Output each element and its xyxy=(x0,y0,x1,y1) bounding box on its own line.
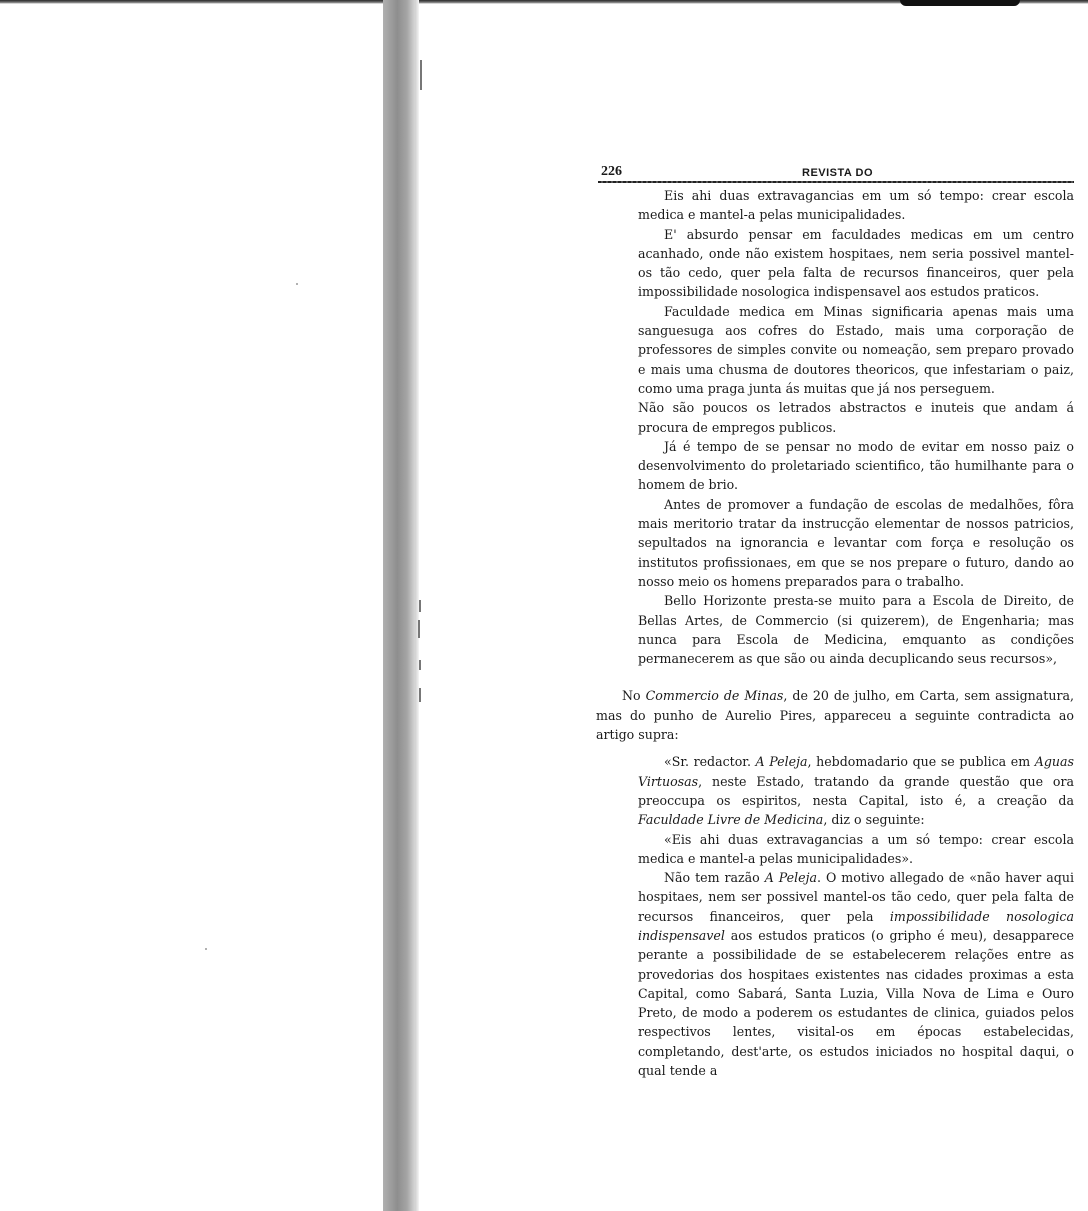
header-rule xyxy=(598,181,1074,183)
letter-paragraph xyxy=(638,752,1074,829)
letter-text: «Sr. redactor. xyxy=(664,754,756,770)
letter-text: aos estudos praticos (o gripho é meu), desapparece perante a possibilidade de se estabelecerem relações entre as provedorias dos hospitaes existentes nas cidades proximas a esta Capital, como Sabará, Santa Luzia, Villa Nova de Lima e Ouro Preto, de modo a poderem os estudantes de clinica, guiados pelos respectivos lentes, visital-os em épocas estabelecidas, completando, dest'arte, os estudos iniciados no hospital daqui, o qual tende a xyxy=(638,927,1074,1079)
quote-paragraph: E' absurdo pensar em faculdades medicas em um centro acanhado, onde não existem hospitaes, nem seria possivel mantel-os tão cedo, quer pela falta de recursos financeiros, quer pela impossibilidade nosologica indispensavel aos estudos praticos. xyxy=(638,226,1074,300)
letter-text: , diz o seguinte: xyxy=(823,812,925,828)
gutter-mark xyxy=(419,600,421,612)
letter-paragraph: «Eis ahi duas extravagancias a um só tempo: crear escola medica e mantel-a pelas municipalidades». xyxy=(638,831,1074,866)
letter-paragraph xyxy=(638,868,1074,1080)
quoted-article xyxy=(596,186,1074,668)
newspaper-title: Commercio de Minas xyxy=(645,688,784,704)
letter xyxy=(596,752,1074,1080)
quote-paragraph: Antes de promover a fundação de escolas de medalhões, fôra mais meritorio tratar da instrucção elementar de nossos patricios, sepultados na ignorancia e levantar com força e resolução os institutos profissionaes, em que se nos prepare o futuro, dando ao nosso meio os homens preparados para o trabalho. xyxy=(638,496,1074,589)
place-name: Aguas Virtuosas xyxy=(638,754,1075,789)
quote-paragraph: Faculdade medica em Minas significaria apenas mais uma sanguesuga aos cofres do Estado, mais uma corporação de professores de simples convite ou nomeação, sem preparo provado e mais uma chusma de doutores theoricos, que infestariam o paiz, como uma praga junta ás muitas que já nos perseguem. xyxy=(638,303,1074,396)
page-number: 226 xyxy=(601,164,622,179)
publication-title: A Peleja xyxy=(755,754,808,770)
quote-paragraph: Já é tempo de se pensar no modo de evitar em nosso paiz o desenvolvimento do proletariado scientifico, tão humilhante para o homem de brio. xyxy=(638,438,1074,493)
intro-paragraph xyxy=(596,686,1074,744)
book-gutter xyxy=(383,0,415,1211)
scan-speck xyxy=(296,283,298,285)
gutter-mark xyxy=(418,620,420,638)
intro-lead: No xyxy=(622,688,646,704)
quote-paragraph: Não são poucos os letrados abstractos e inuteis que andam á procura de empregos publicos. xyxy=(638,400,1074,435)
emphasized-phrase: impossibilidade nosologica indispensavel xyxy=(638,908,1074,943)
letter-text: , hebdomadario que se publica em xyxy=(807,754,1035,770)
letter-text: Não tem razão xyxy=(664,870,765,886)
running-title: REVISTA DO xyxy=(802,167,874,179)
book-page xyxy=(596,160,1075,1079)
letter-text: , neste Estado, tratando da grande questão que ora preoccupa os espiritos, nesta Capital, isto é, a creação da xyxy=(638,773,1074,808)
institution-name: Faculdade Livre de Medicina xyxy=(638,812,824,828)
scan-top-shadow xyxy=(900,0,1020,6)
gutter-mark xyxy=(420,60,422,90)
quote-paragraph: Eis ahi duas extravagancias em um só tempo: crear escola medica e mantel-a pelas municipalidades. xyxy=(638,188,1074,223)
letter-text: . O motivo allegado de «não haver aqui hospitaes, nem ser possivel mantel-os tão cedo, quer pela falta de recursos financeiros, quer pela xyxy=(638,870,1074,924)
intro-rest: , de 20 de julho, em Carta, sem assignatura, mas do punho de Aurelio Pires, appareceu a seguinte contradicta ao artigo supra: xyxy=(596,688,1074,743)
gutter-mark xyxy=(419,660,421,670)
running-head xyxy=(596,160,1074,186)
gutter-mark xyxy=(419,688,421,702)
scan-speck xyxy=(205,948,207,950)
quote-paragraph: Bello Horizonte presta-se muito para a Escola de Direito, de Bellas Artes, de Commercio (si quizerem), de Engenharia; mas nunca para Escola de Medicina, emquanto as condições permanecerem as que são ou ainda decuplicando seus recursos», xyxy=(638,593,1074,667)
publication-title: A Peleja xyxy=(764,870,818,886)
